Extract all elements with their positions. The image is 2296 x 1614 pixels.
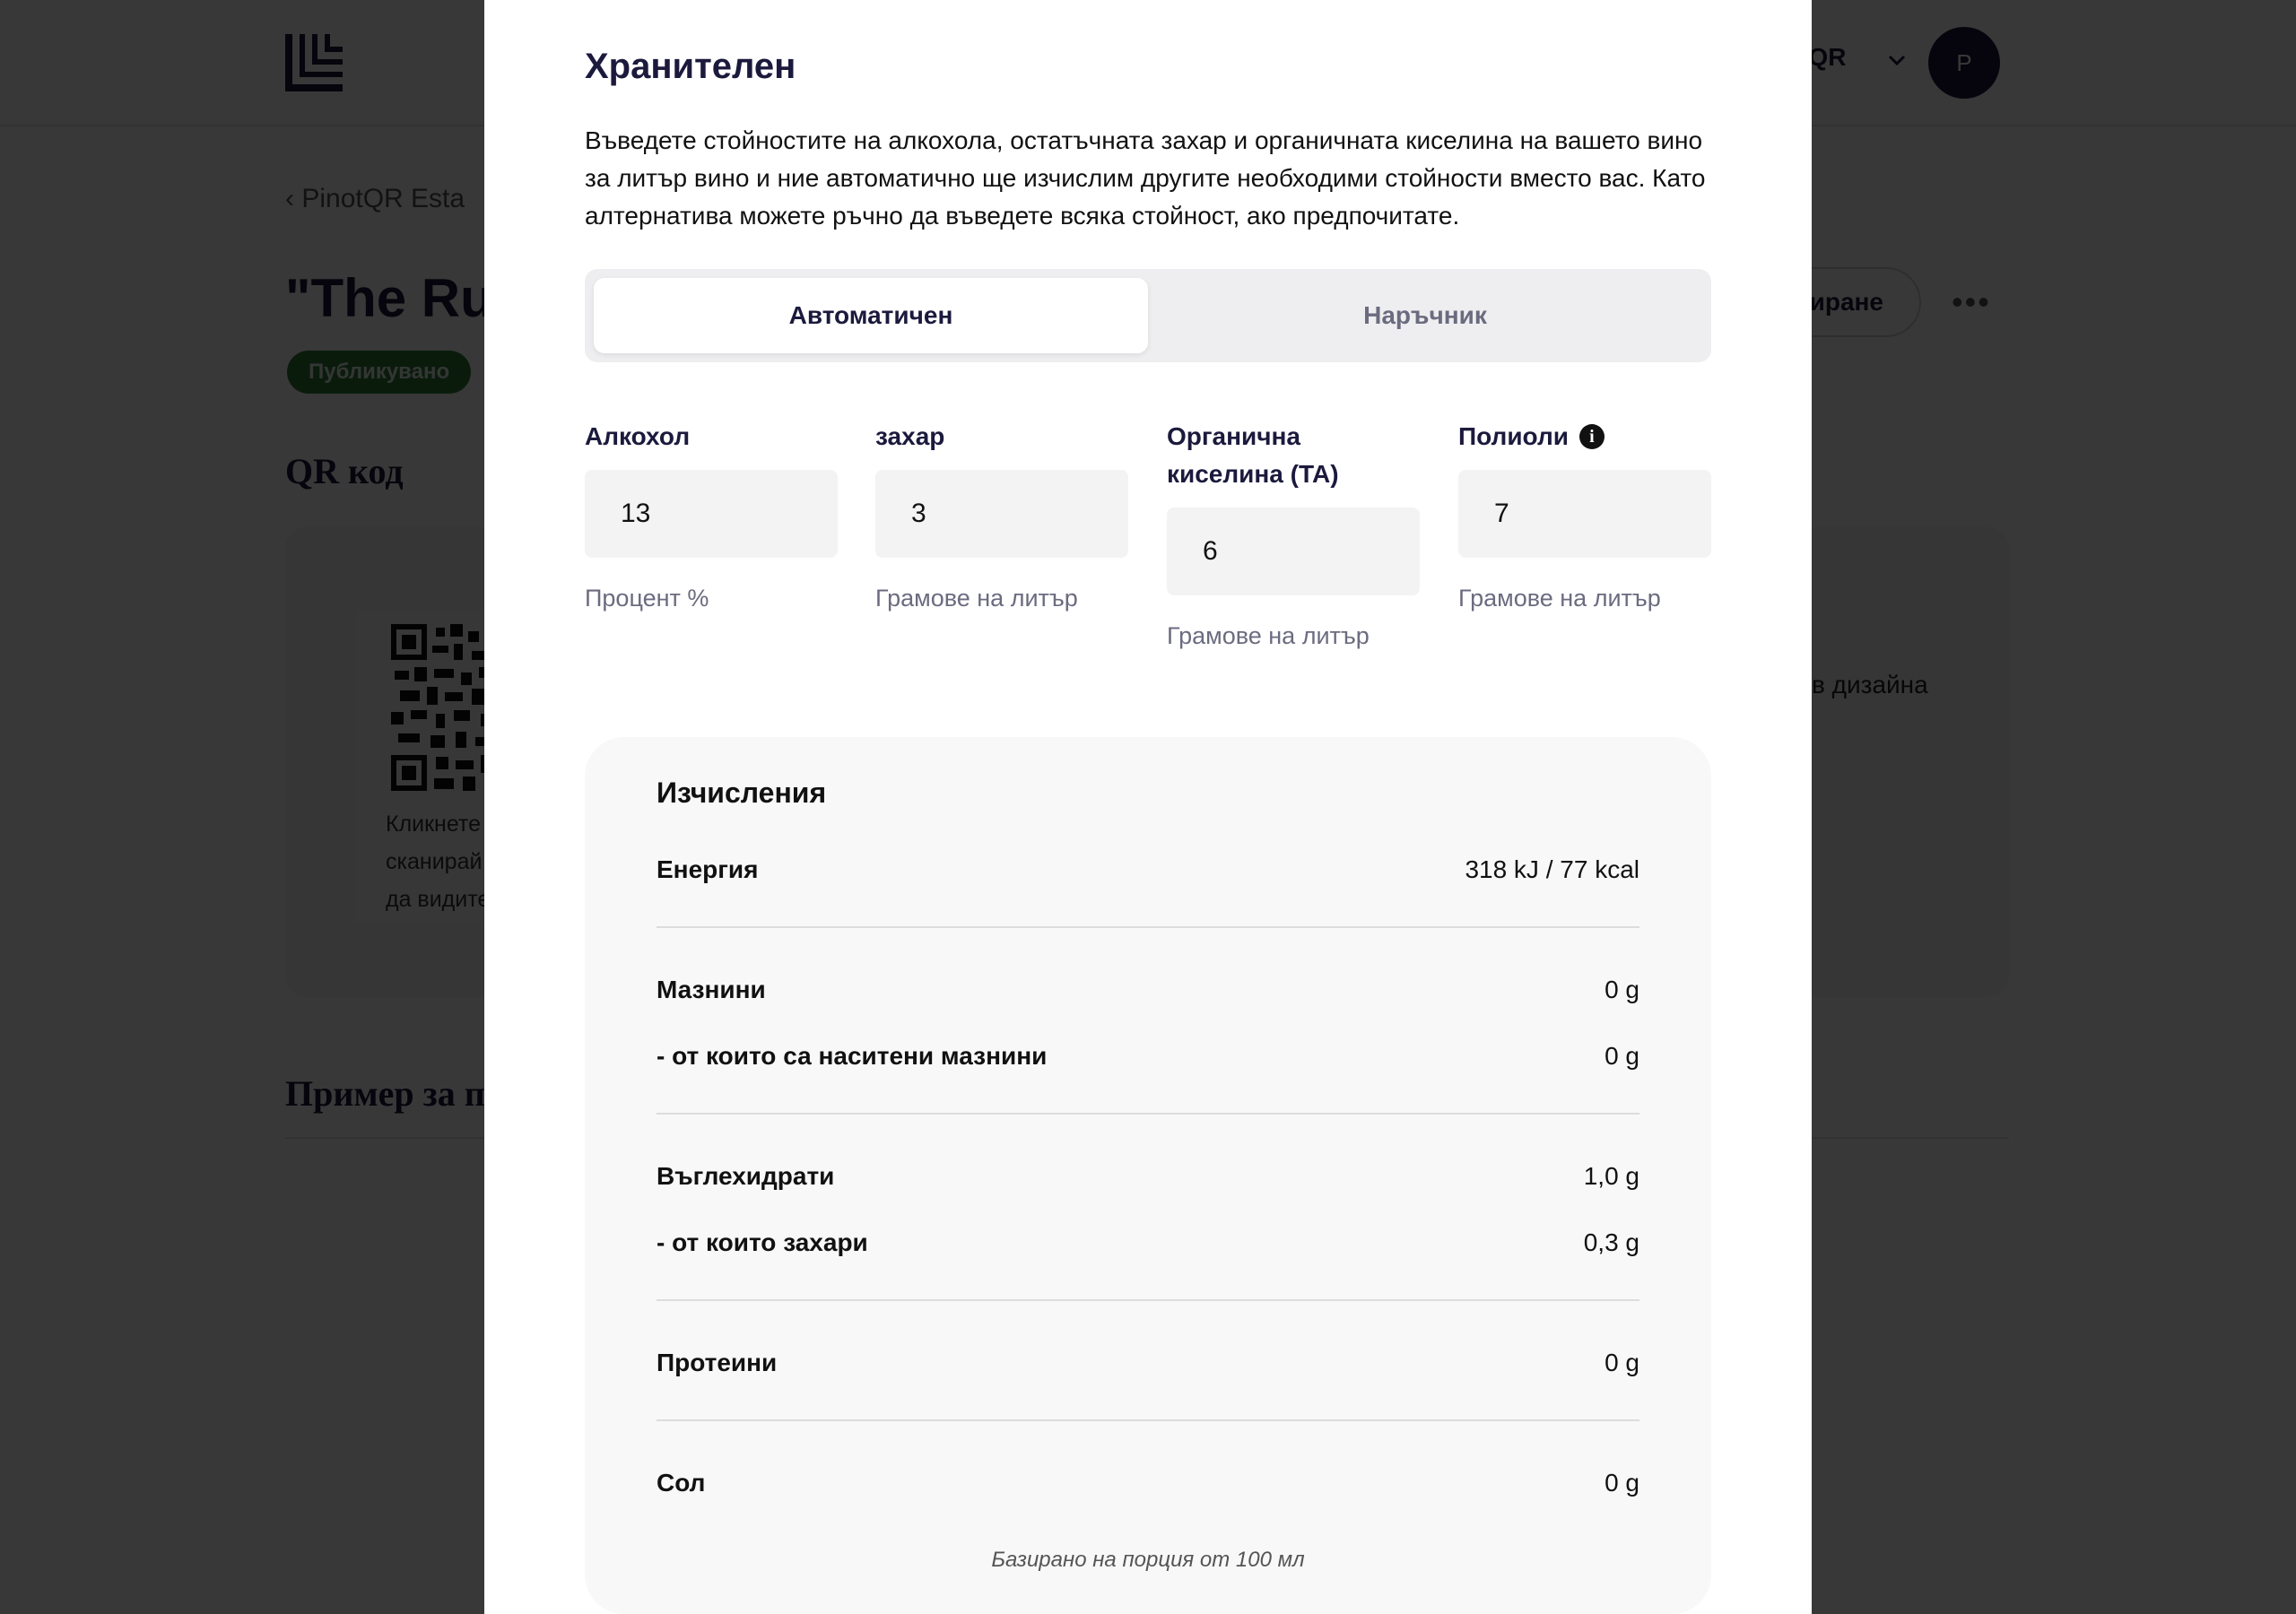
row-label: Енергия (657, 855, 759, 883)
row-label: - от които са наситени мазнини (657, 1042, 1048, 1070)
row-value: 0 g (1605, 976, 1639, 1003)
alcohol-label: Алкохол (585, 422, 691, 450)
portion-footnote: Базирано на порция от 100 мл (991, 1548, 1305, 1572)
calculations-title: Изчисления (657, 777, 827, 809)
nutrition-row-sugars (657, 1220, 1639, 1265)
nutrition-row-saturated-fat (657, 1034, 1639, 1079)
calculations-panel (585, 737, 1711, 1614)
acid-unit-hint: Грамове на литър (1167, 622, 1370, 649)
info-icon[interactable]: i (1579, 424, 1605, 449)
acid-field-group (1167, 418, 1420, 650)
acid-label: Органична киселина (TA) (1167, 422, 1339, 488)
polyols-unit-hint: Грамове на литър (1458, 585, 1661, 612)
row-value: 0 g (1605, 1042, 1639, 1070)
sugar-input[interactable] (875, 470, 1128, 558)
divider (657, 1113, 1639, 1115)
divider (657, 1419, 1639, 1421)
row-label: - от които захари (657, 1228, 868, 1256)
alcohol-field-group (585, 418, 838, 612)
alcohol-input[interactable] (585, 470, 838, 558)
nutrition-row-fat (657, 968, 1639, 1012)
row-label: Протеини (657, 1349, 778, 1376)
divider (657, 1299, 1639, 1301)
polyols-input[interactable] (1458, 470, 1711, 558)
acid-input[interactable] (1167, 508, 1420, 595)
row-value: 0,3 g (1583, 1228, 1639, 1256)
mode-toggle (585, 269, 1711, 362)
row-value: 1,0 g (1583, 1162, 1639, 1190)
modal-description: Въведете стойностите на алкохола, остатъчната захар и органичната киселина на вашето вино за литър вино и ние автоматично ще изчислим другите необходими стойности вместо вас. Като алтернатива можете ръчно да въведете всяка стойност, ако предпочитате. (585, 126, 1706, 230)
nutrition-row-salt (657, 1461, 1639, 1506)
alcohol-unit-hint: Процент % (585, 585, 709, 612)
row-label: Въглехидрати (657, 1162, 835, 1190)
sugar-field-group (875, 418, 1128, 612)
modal-title: Хранителен (585, 47, 796, 86)
tab-automatic[interactable]: Автоматичен (594, 278, 1148, 353)
sugar-unit-hint: Грамове на литър (875, 585, 1078, 612)
row-label: Сол (657, 1469, 706, 1497)
row-value: 318 kJ / 77 kcal (1465, 855, 1639, 883)
nutrition-row-energy (657, 847, 1639, 892)
sugar-label: захар (875, 422, 945, 450)
row-value: 0 g (1605, 1349, 1639, 1376)
divider (657, 926, 1639, 928)
nutrition-row-carbohydrates (657, 1154, 1639, 1199)
row-label: Мазнини (657, 976, 766, 1003)
polyols-label: Полиоли (1458, 422, 1569, 450)
tab-manual[interactable]: Наръчник (1363, 301, 1487, 329)
polyols-label-row (1458, 418, 1711, 456)
nutrition-row-protein (657, 1341, 1639, 1385)
row-value: 0 g (1605, 1469, 1639, 1497)
polyols-field-group (1458, 418, 1711, 612)
nutrition-modal (484, 0, 1812, 1614)
